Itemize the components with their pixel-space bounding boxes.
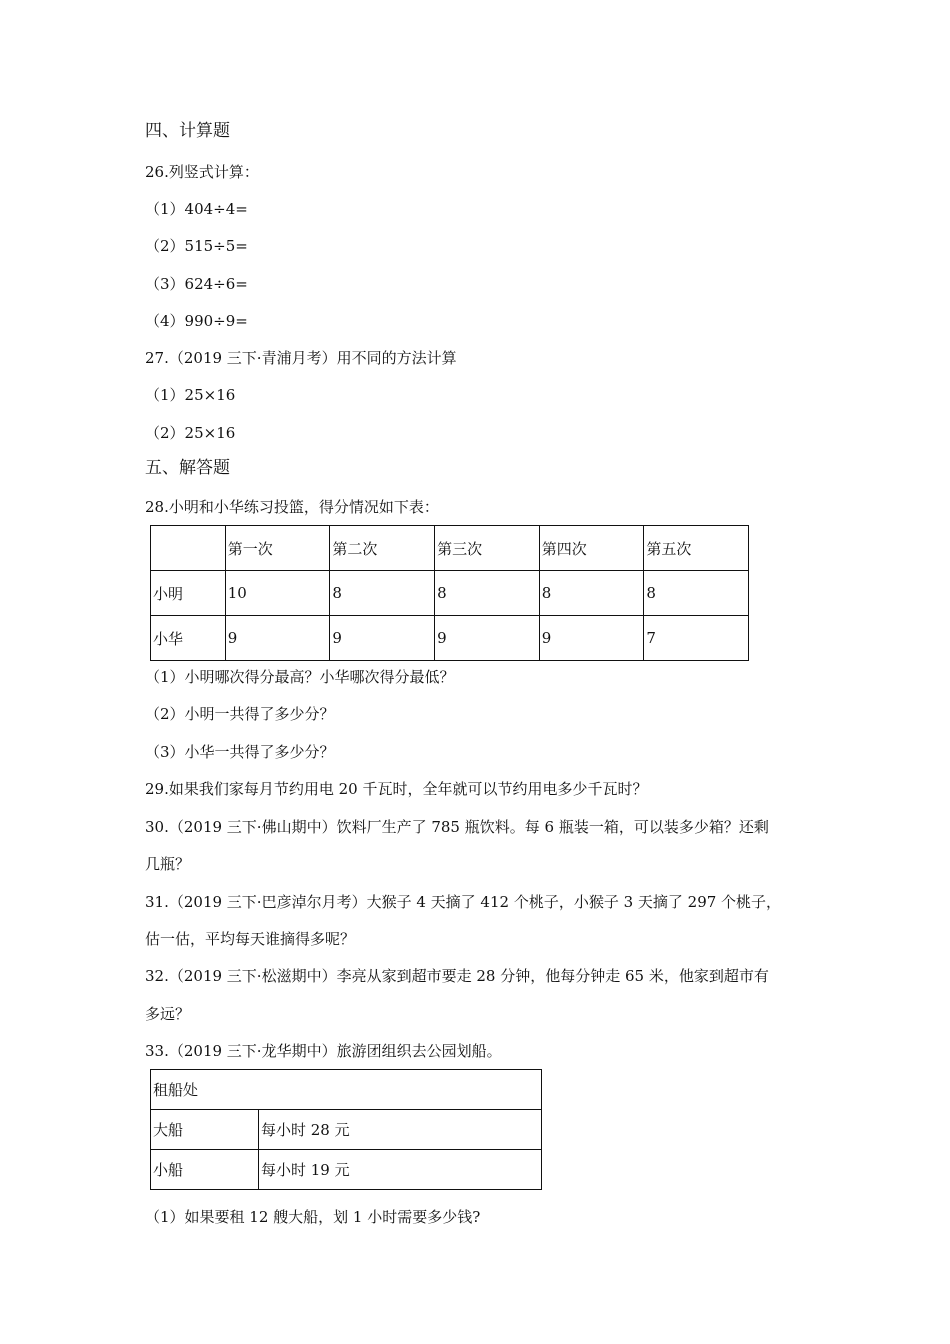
question-31-line-2: 估一估，平均每天谁摘得多呢？ — [145, 930, 356, 948]
table-cell: 每小时 19 元 — [259, 1150, 542, 1190]
score-table — [150, 525, 749, 661]
table-cell: 8 — [644, 571, 749, 616]
question-28-stem: 28.小明和小华练习投篮，得分情况如下表： — [145, 498, 439, 516]
table-row — [151, 571, 749, 616]
table-cell: 8 — [330, 571, 435, 616]
question-31-line-1: 31.（2019 三下·巴彦淖尔月考）大猴子 4 天摘了 412 个桃子，小猴子 3 天摘了 297 个桃子， — [145, 893, 782, 911]
question-33-sub-1: （1）如果要租 12 艘大船，划 1 小时需要多少钱? — [145, 1208, 481, 1226]
question-27-item-1: （1）25×16 — [145, 386, 236, 404]
question-33-stem: 33.（2019 三下·龙华期中）旅游团组织去公园划船。 — [145, 1042, 502, 1060]
table-cell: 小华 — [151, 616, 226, 661]
table-cell: 第五次 — [644, 526, 749, 571]
table-cell: 9 — [225, 616, 330, 661]
table-header-row — [151, 1070, 542, 1110]
question-32-line-2: 多远？ — [145, 1005, 191, 1023]
table-cell: 9 — [539, 616, 644, 661]
question-32-line-1: 32.（2019 三下·松滋期中）李亮从家到超市要走 28 分钟，他每分钟走 65 米，他家到超市有 — [145, 967, 769, 985]
table-cell: 每小时 28 元 — [259, 1110, 542, 1150]
section-title-4: 四、计算题 — [145, 121, 230, 141]
table-cell: 7 — [644, 616, 749, 661]
table-cell: 第四次 — [539, 526, 644, 571]
question-26-item-4: （4）990÷9= — [145, 312, 248, 330]
table-row — [151, 616, 749, 661]
table-cell: 小明 — [151, 571, 226, 616]
question-29: 29.如果我们家每月节约用电 20 千瓦时，全年就可以节约用电多少千瓦时？ — [145, 780, 648, 798]
table-cell: 第一次 — [225, 526, 330, 571]
table-cell: 第二次 — [330, 526, 435, 571]
table-row — [151, 1110, 542, 1150]
question-30-line-2: 几瓶？ — [145, 855, 191, 873]
table-cell: 9 — [330, 616, 435, 661]
table-cell — [151, 526, 226, 571]
table-cell: 10 — [225, 571, 330, 616]
question-30-line-1: 30.（2019 三下·佛山期中）饮料厂生产了 785 瓶饮料。每 6 瓶装一箱，可以装多少箱？还剩 — [145, 818, 769, 836]
section-title-5: 五、解答题 — [145, 458, 230, 478]
table-cell: 大船 — [151, 1110, 259, 1150]
boat-rental-table — [150, 1069, 542, 1190]
question-26-item-3: （3）624÷6= — [145, 275, 248, 293]
question-28-sub-2: （2）小明一共得了多少分？ — [145, 705, 335, 723]
table-title-cell: 租船处 — [151, 1070, 542, 1110]
table-cell: 小船 — [151, 1150, 259, 1190]
table-cell: 第三次 — [435, 526, 540, 571]
question-26-item-1: （1）404÷4= — [145, 200, 248, 218]
question-27-stem: 27.（2019 三下·青浦月考）用不同的方法计算 — [145, 349, 457, 367]
table-header-row — [151, 526, 749, 571]
question-28-sub-1: （1）小明哪次得分最高？小华哪次得分最低？ — [145, 668, 455, 686]
question-27-item-2: （2）25×16 — [145, 424, 236, 442]
question-26-item-2: （2）515÷5= — [145, 237, 248, 255]
table-cell: 9 — [435, 616, 540, 661]
table-row — [151, 1150, 542, 1190]
question-26-stem: 26.列竖式计算： — [145, 163, 259, 181]
table-cell: 8 — [435, 571, 540, 616]
table-cell: 8 — [539, 571, 644, 616]
question-28-sub-3: （3）小华一共得了多少分？ — [145, 743, 335, 761]
